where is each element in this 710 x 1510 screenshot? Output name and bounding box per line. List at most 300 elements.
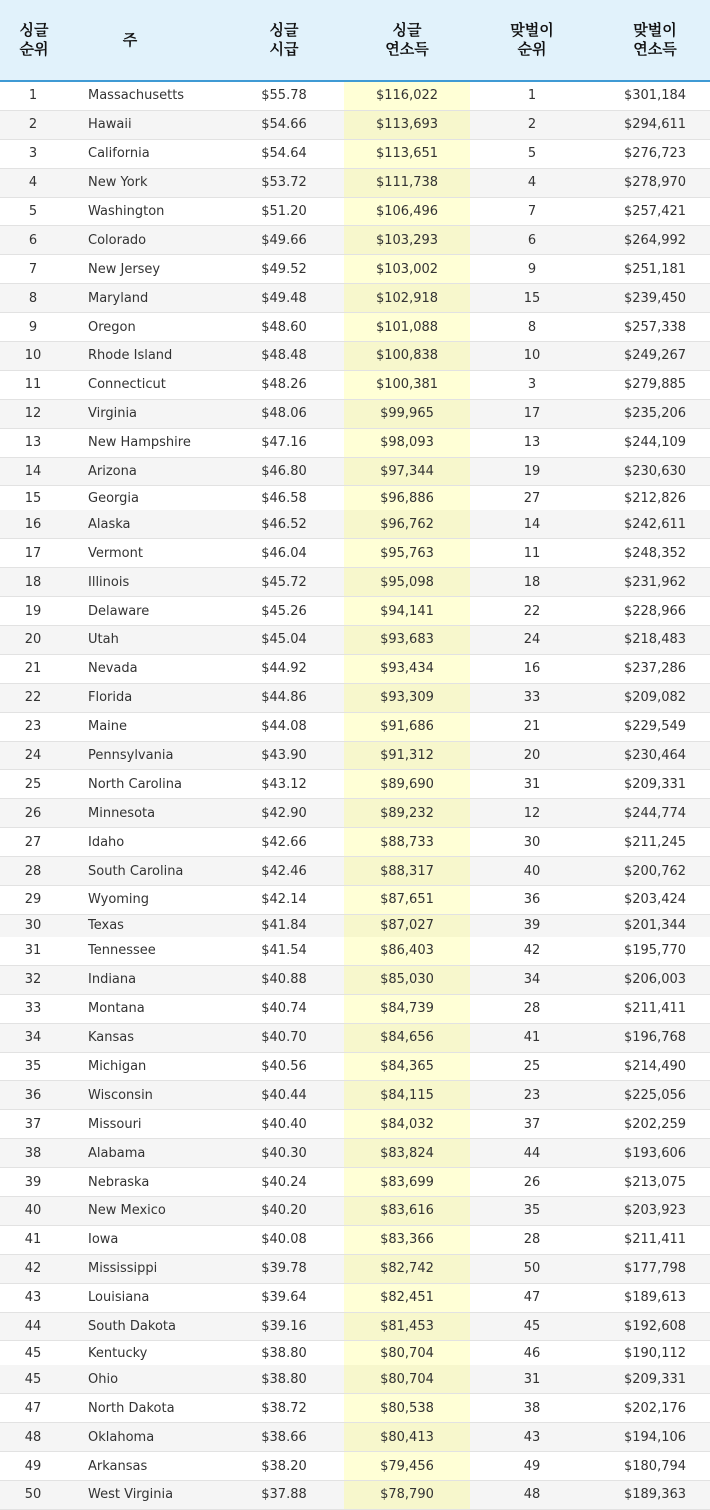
dual-rank-cell: 22 [523, 603, 541, 619]
rank-cell: 13 [24, 435, 42, 451]
single-income-cell: $94,141 [344, 597, 470, 625]
header-single-income: 싱글 연소득 [385, 21, 429, 58]
table-row [0, 770, 710, 799]
dual-income-cell: $209,082 [623, 690, 687, 706]
rank-cell: 32 [24, 972, 42, 988]
single-income-cell: $100,838 [344, 342, 470, 370]
rank-cell: 21 [24, 661, 42, 677]
state-cell: Connecticut [88, 377, 166, 393]
dual-income-cell: $276,723 [623, 146, 687, 162]
single-wage-cell: $53.72 [261, 175, 307, 191]
dual-income-cell: $202,259 [623, 1116, 687, 1132]
single-wage-cell: $43.90 [261, 748, 307, 764]
table-row [0, 799, 710, 828]
single-wage-cell: $41.54 [261, 943, 307, 959]
single-wage-cell: $40.88 [261, 972, 307, 988]
table-row [0, 937, 710, 966]
single-wage-cell: $40.24 [261, 1174, 307, 1190]
state-cell: Ohio [88, 1371, 119, 1387]
state-cell: Vermont [88, 545, 143, 561]
dual-income-cell: $237,286 [623, 661, 687, 677]
dual-income-cell: $235,206 [623, 406, 687, 422]
table-row [0, 198, 710, 227]
table-row [0, 626, 710, 655]
rank-cell: 41 [24, 1232, 42, 1248]
single-income-cell: $93,683 [344, 626, 470, 654]
rank-cell: 36 [24, 1087, 42, 1103]
dual-rank-cell: 49 [523, 1458, 541, 1474]
table-row [0, 1139, 710, 1168]
single-income-cell: $99,965 [344, 400, 470, 428]
single-income-cell: $96,886 [344, 486, 470, 510]
table-row [0, 255, 710, 284]
dual-income-cell: $257,338 [623, 319, 687, 335]
dual-rank-cell: 7 [527, 204, 537, 219]
dual-rank-cell: 44 [523, 1145, 541, 1161]
table-row [0, 539, 710, 568]
table-row [0, 82, 710, 111]
single-income-cell: $85,030 [344, 966, 470, 994]
single-income-cell: $83,824 [344, 1139, 470, 1167]
table-row [0, 458, 710, 487]
state-cell: Iowa [88, 1232, 119, 1248]
single-wage-cell: $38.80 [261, 1371, 307, 1387]
single-income-cell: $101,088 [344, 313, 470, 341]
rank-cell: 4 [28, 175, 38, 191]
state-cell: New Jersey [88, 261, 161, 277]
dual-income-cell: $192,608 [623, 1318, 687, 1334]
single-income-cell: $84,739 [344, 995, 470, 1023]
dual-rank-cell: 11 [523, 545, 541, 561]
dual-income-cell: $279,885 [623, 377, 687, 393]
dual-rank-cell: 9 [527, 261, 537, 277]
single-wage-cell: $55.78 [261, 88, 307, 104]
single-income-cell: $80,704 [344, 1365, 470, 1393]
rank-cell: 27 [24, 834, 42, 850]
table-row [0, 828, 710, 857]
table-row [0, 1313, 710, 1342]
single-wage-cell: $47.16 [261, 435, 307, 451]
dual-rank-cell: 26 [523, 1174, 541, 1190]
single-income-cell: $84,656 [344, 1024, 470, 1052]
state-cell: Kansas [88, 1030, 135, 1046]
single-income-cell: $88,317 [344, 857, 470, 885]
single-income-cell: $93,309 [344, 684, 470, 712]
table-row [0, 1481, 710, 1510]
table-row [0, 655, 710, 684]
table-row [0, 486, 710, 510]
dual-rank-cell: 10 [523, 348, 541, 364]
rank-cell: 14 [24, 464, 42, 480]
dual-income-cell: $225,056 [623, 1087, 687, 1103]
single-wage-cell: $43.12 [261, 776, 307, 792]
single-wage-cell: $38.20 [261, 1458, 307, 1474]
table-row [0, 886, 710, 915]
rank-cell: 8 [28, 290, 38, 306]
dual-rank-cell: 28 [523, 1001, 541, 1017]
header-state: 주 [122, 30, 138, 49]
state-cell: South Dakota [88, 1318, 176, 1334]
dual-income-cell: $211,411 [623, 1001, 687, 1017]
dual-income-cell: $200,762 [623, 863, 687, 879]
state-cell: Washington [88, 204, 165, 219]
state-cell: Minnesota [88, 805, 156, 821]
state-cell: Delaware [88, 603, 150, 619]
state-cell: Utah [88, 632, 119, 648]
rank-cell: 38 [24, 1145, 42, 1161]
table-row [0, 597, 710, 626]
state-cell: Wyoming [88, 892, 150, 908]
single-wage-cell: $48.06 [261, 406, 307, 422]
state-cell: Wisconsin [88, 1087, 153, 1103]
state-cell: Louisiana [88, 1290, 150, 1306]
dual-income-cell: $211,411 [623, 1232, 687, 1248]
single-income-cell: $80,704 [344, 1341, 470, 1365]
dual-rank-cell: 12 [523, 805, 541, 821]
table-row [0, 1110, 710, 1139]
dual-rank-cell: 46 [523, 1345, 541, 1361]
table-row [0, 1197, 710, 1226]
dual-income-cell: $231,962 [623, 574, 687, 590]
table-row [0, 1284, 710, 1313]
dual-rank-cell: 16 [523, 661, 541, 677]
rank-cell: 35 [24, 1058, 42, 1074]
single-wage-cell: $44.92 [261, 661, 307, 677]
table-row [0, 966, 710, 995]
state-cell: Montana [88, 1001, 145, 1017]
dual-rank-cell: 30 [523, 834, 541, 850]
rank-cell: 31 [24, 943, 42, 959]
dual-rank-cell: 18 [523, 574, 541, 590]
state-cell: Arizona [88, 464, 137, 480]
dual-rank-cell: 20 [523, 748, 541, 764]
rank-cell: 30 [24, 918, 42, 934]
dual-rank-cell: 3 [527, 377, 537, 393]
dual-rank-cell: 23 [523, 1087, 541, 1103]
rank-cell: 5 [28, 204, 38, 219]
dual-rank-cell: 34 [523, 972, 541, 988]
table-body [0, 82, 710, 1510]
state-cell: New York [88, 175, 148, 191]
table-header [0, 0, 710, 82]
dual-rank-cell: 25 [523, 1058, 541, 1074]
single-wage-cell: $49.66 [261, 232, 307, 248]
single-wage-cell: $40.40 [261, 1116, 307, 1132]
state-cell: Pennsylvania [88, 748, 174, 764]
dual-rank-cell: 36 [523, 892, 541, 908]
single-wage-cell: $54.64 [261, 146, 307, 162]
single-income-cell: $82,742 [344, 1255, 470, 1283]
table-row [0, 915, 710, 937]
table-row [0, 1452, 710, 1481]
single-income-cell: $111,738 [344, 169, 470, 197]
rank-cell: 40 [24, 1203, 42, 1219]
rank-cell: 7 [28, 261, 38, 277]
table-row [0, 284, 710, 313]
dual-income-cell: $244,774 [623, 805, 687, 821]
dual-income-cell: $189,613 [623, 1290, 687, 1306]
dual-rank-cell: 27 [523, 490, 541, 506]
single-wage-cell: $45.04 [261, 632, 307, 648]
table-row [0, 713, 710, 742]
single-wage-cell: $38.66 [261, 1429, 307, 1445]
single-income-cell: $78,790 [344, 1481, 470, 1509]
single-wage-cell: $42.46 [261, 863, 307, 879]
dual-rank-cell: 35 [523, 1203, 541, 1219]
table-row [0, 400, 710, 429]
dual-income-cell: $206,003 [623, 972, 687, 988]
single-income-cell: $113,693 [344, 111, 470, 139]
dual-income-cell: $242,611 [623, 516, 687, 532]
dual-income-cell: $244,109 [623, 435, 687, 451]
single-income-cell: $83,366 [344, 1226, 470, 1254]
dual-income-cell: $180,794 [623, 1458, 687, 1474]
state-cell: New Hampshire [88, 435, 191, 451]
single-wage-cell: $39.16 [261, 1318, 307, 1334]
dual-income-cell: $203,923 [623, 1203, 687, 1219]
header-single-rank: 싱글 순위 [19, 21, 49, 58]
dual-rank-cell: 2 [527, 117, 537, 133]
state-cell: Colorado [88, 232, 147, 248]
dual-income-cell: $203,424 [623, 892, 687, 908]
rank-cell: 3 [28, 146, 38, 162]
dual-rank-cell: 47 [523, 1290, 541, 1306]
single-income-cell: $80,413 [344, 1423, 470, 1451]
dual-rank-cell: 1 [527, 88, 537, 104]
single-wage-cell: $45.26 [261, 603, 307, 619]
single-income-cell: $84,115 [344, 1081, 470, 1109]
dual-rank-cell: 42 [523, 943, 541, 959]
table-row [0, 1341, 710, 1365]
dual-rank-cell: 28 [523, 1232, 541, 1248]
dual-income-cell: $196,768 [623, 1030, 687, 1046]
dual-rank-cell: 33 [523, 690, 541, 706]
single-income-cell: $98,093 [344, 429, 470, 457]
state-cell: West Virginia [88, 1487, 174, 1503]
rank-cell: 47 [24, 1400, 42, 1416]
dual-income-cell: $213,075 [623, 1174, 687, 1190]
single-wage-cell: $45.72 [261, 574, 307, 590]
state-cell: California [88, 146, 150, 162]
table-row [0, 684, 710, 713]
single-income-cell: $83,699 [344, 1168, 470, 1196]
rank-cell: 50 [24, 1487, 42, 1503]
dual-rank-cell: 24 [523, 632, 541, 648]
dual-income-cell: $190,112 [623, 1345, 687, 1361]
dual-income-cell: $294,611 [623, 117, 687, 133]
table-row [0, 1423, 710, 1452]
rank-cell: 44 [24, 1318, 42, 1334]
rank-cell: 15 [24, 490, 42, 506]
table-row [0, 1394, 710, 1423]
rank-cell: 22 [24, 690, 42, 706]
table-row [0, 857, 710, 886]
single-wage-cell: $42.14 [261, 892, 307, 908]
state-cell: Nevada [88, 661, 138, 677]
single-wage-cell: $42.90 [261, 805, 307, 821]
table-row [0, 371, 710, 400]
table-row [0, 1168, 710, 1197]
single-wage-cell: $40.08 [261, 1232, 307, 1248]
dual-income-cell: $251,181 [623, 261, 687, 277]
dual-income-cell: $249,267 [623, 348, 687, 364]
single-income-cell: $102,918 [344, 284, 470, 312]
single-wage-cell: $49.52 [261, 261, 307, 277]
rank-cell: 6 [28, 232, 38, 248]
dual-rank-cell: 41 [523, 1030, 541, 1046]
state-cell: Mississippi [88, 1261, 158, 1277]
table-row [0, 226, 710, 255]
table-row [0, 429, 710, 458]
state-cell: Kentucky [88, 1345, 148, 1361]
dual-income-cell: $209,331 [623, 1371, 687, 1387]
single-wage-cell: $41.84 [261, 918, 307, 934]
dual-rank-cell: 39 [523, 918, 541, 934]
dual-rank-cell: 37 [523, 1116, 541, 1132]
state-cell: North Dakota [88, 1400, 175, 1416]
single-income-cell: $89,232 [344, 799, 470, 827]
state-cell: Oklahoma [88, 1429, 155, 1445]
header-dual-income: 맞벌이 연소득 [633, 21, 677, 58]
rank-cell: 42 [24, 1261, 42, 1277]
single-income-cell: $91,312 [344, 742, 470, 770]
rank-cell: 45 [24, 1371, 42, 1387]
dual-income-cell: $194,106 [623, 1429, 687, 1445]
dual-rank-cell: 38 [523, 1400, 541, 1416]
dual-income-cell: $278,970 [623, 175, 687, 191]
rank-cell: 2 [28, 117, 38, 133]
rank-cell: 28 [24, 863, 42, 879]
dual-rank-cell: 45 [523, 1318, 541, 1334]
table-row [0, 111, 710, 140]
rank-cell: 49 [24, 1458, 42, 1474]
single-wage-cell: $40.44 [261, 1087, 307, 1103]
dual-rank-cell: 43 [523, 1429, 541, 1445]
state-cell: Maryland [88, 290, 149, 306]
dual-income-cell: $248,352 [623, 545, 687, 561]
single-wage-cell: $39.78 [261, 1261, 307, 1277]
table-row [0, 742, 710, 771]
dual-income-cell: $201,344 [623, 918, 687, 934]
rank-cell: 24 [24, 748, 42, 764]
table-row [0, 342, 710, 371]
state-cell: Georgia [88, 490, 139, 506]
dual-income-cell: $257,421 [623, 204, 687, 219]
rank-cell: 34 [24, 1030, 42, 1046]
dual-income-cell: $193,606 [623, 1145, 687, 1161]
table-row [0, 313, 710, 342]
state-cell: Texas [88, 918, 124, 934]
rank-cell: 48 [24, 1429, 42, 1445]
single-income-cell: $84,032 [344, 1110, 470, 1138]
table-row [0, 568, 710, 597]
rank-cell: 33 [24, 1001, 42, 1017]
single-income-cell: $95,098 [344, 568, 470, 596]
single-income-cell: $87,027 [344, 915, 470, 937]
dual-rank-cell: 8 [527, 319, 537, 335]
state-cell: Hawaii [88, 117, 132, 133]
single-income-cell: $93,434 [344, 655, 470, 683]
rank-cell: 9 [28, 319, 38, 335]
table-row [0, 510, 710, 539]
state-cell: Idaho [88, 834, 125, 850]
dual-income-cell: $189,363 [623, 1487, 687, 1503]
rank-cell: 20 [24, 632, 42, 648]
header-dual-rank: 맞벌이 순위 [510, 21, 554, 58]
dual-rank-cell: 14 [523, 516, 541, 532]
single-wage-cell: $38.80 [261, 1345, 307, 1361]
single-wage-cell: $46.52 [261, 516, 307, 532]
table-row [0, 1255, 710, 1284]
state-cell: Indiana [88, 972, 137, 988]
state-cell: Florida [88, 690, 133, 706]
dual-income-cell: $301,184 [623, 88, 687, 104]
rank-cell: 29 [24, 892, 42, 908]
single-income-cell: $86,403 [344, 937, 470, 965]
table-row [0, 1226, 710, 1255]
single-wage-cell: $40.56 [261, 1058, 307, 1074]
single-wage-cell: $44.08 [261, 719, 307, 735]
rank-cell: 19 [24, 603, 42, 619]
state-cell: Maine [88, 719, 128, 735]
table-row [0, 1081, 710, 1110]
single-wage-cell: $38.72 [261, 1400, 307, 1416]
dual-income-cell: $230,630 [623, 464, 687, 480]
dual-rank-cell: 21 [523, 719, 541, 735]
dual-income-cell: $209,331 [623, 776, 687, 792]
state-cell: Nebraska [88, 1174, 150, 1190]
single-income-cell: $83,616 [344, 1197, 470, 1225]
state-cell: Michigan [88, 1058, 147, 1074]
single-income-cell: $97,344 [344, 458, 470, 486]
single-wage-cell: $49.48 [261, 290, 307, 306]
single-income-cell: $100,381 [344, 371, 470, 399]
state-cell: Tennessee [88, 943, 156, 959]
rank-cell: 12 [24, 406, 42, 422]
state-cell: Massachusetts [88, 88, 185, 104]
rank-cell: 26 [24, 805, 42, 821]
table-row [0, 1024, 710, 1053]
dual-income-cell: $212,826 [623, 490, 687, 506]
dual-rank-cell: 17 [523, 406, 541, 422]
single-wage-cell: $37.88 [261, 1487, 307, 1503]
state-cell: Missouri [88, 1116, 142, 1132]
rank-cell: 11 [24, 377, 42, 393]
single-income-cell: $106,496 [344, 198, 470, 226]
single-income-cell: $103,002 [344, 255, 470, 283]
single-income-cell: $80,538 [344, 1394, 470, 1422]
dual-income-cell: $228,966 [623, 603, 687, 619]
dual-income-cell: $214,490 [623, 1058, 687, 1074]
table-row [0, 1365, 710, 1394]
state-cell: Arkansas [88, 1458, 148, 1474]
single-income-cell: $81,453 [344, 1313, 470, 1341]
single-wage-cell: $51.20 [261, 204, 307, 219]
state-cell: South Carolina [88, 863, 184, 879]
single-income-cell: $84,365 [344, 1053, 470, 1081]
state-cell: Oregon [88, 319, 136, 335]
dual-rank-cell: 31 [523, 1371, 541, 1387]
single-wage-cell: $46.80 [261, 464, 307, 480]
state-cell: Alabama [88, 1145, 146, 1161]
single-wage-cell: $48.60 [261, 319, 307, 335]
state-cell: Illinois [88, 574, 130, 590]
dual-income-cell: $264,992 [623, 232, 687, 248]
state-cell: Rhode Island [88, 348, 173, 364]
single-wage-cell: $48.48 [261, 348, 307, 364]
dual-income-cell: $230,464 [623, 748, 687, 764]
single-income-cell: $88,733 [344, 828, 470, 856]
